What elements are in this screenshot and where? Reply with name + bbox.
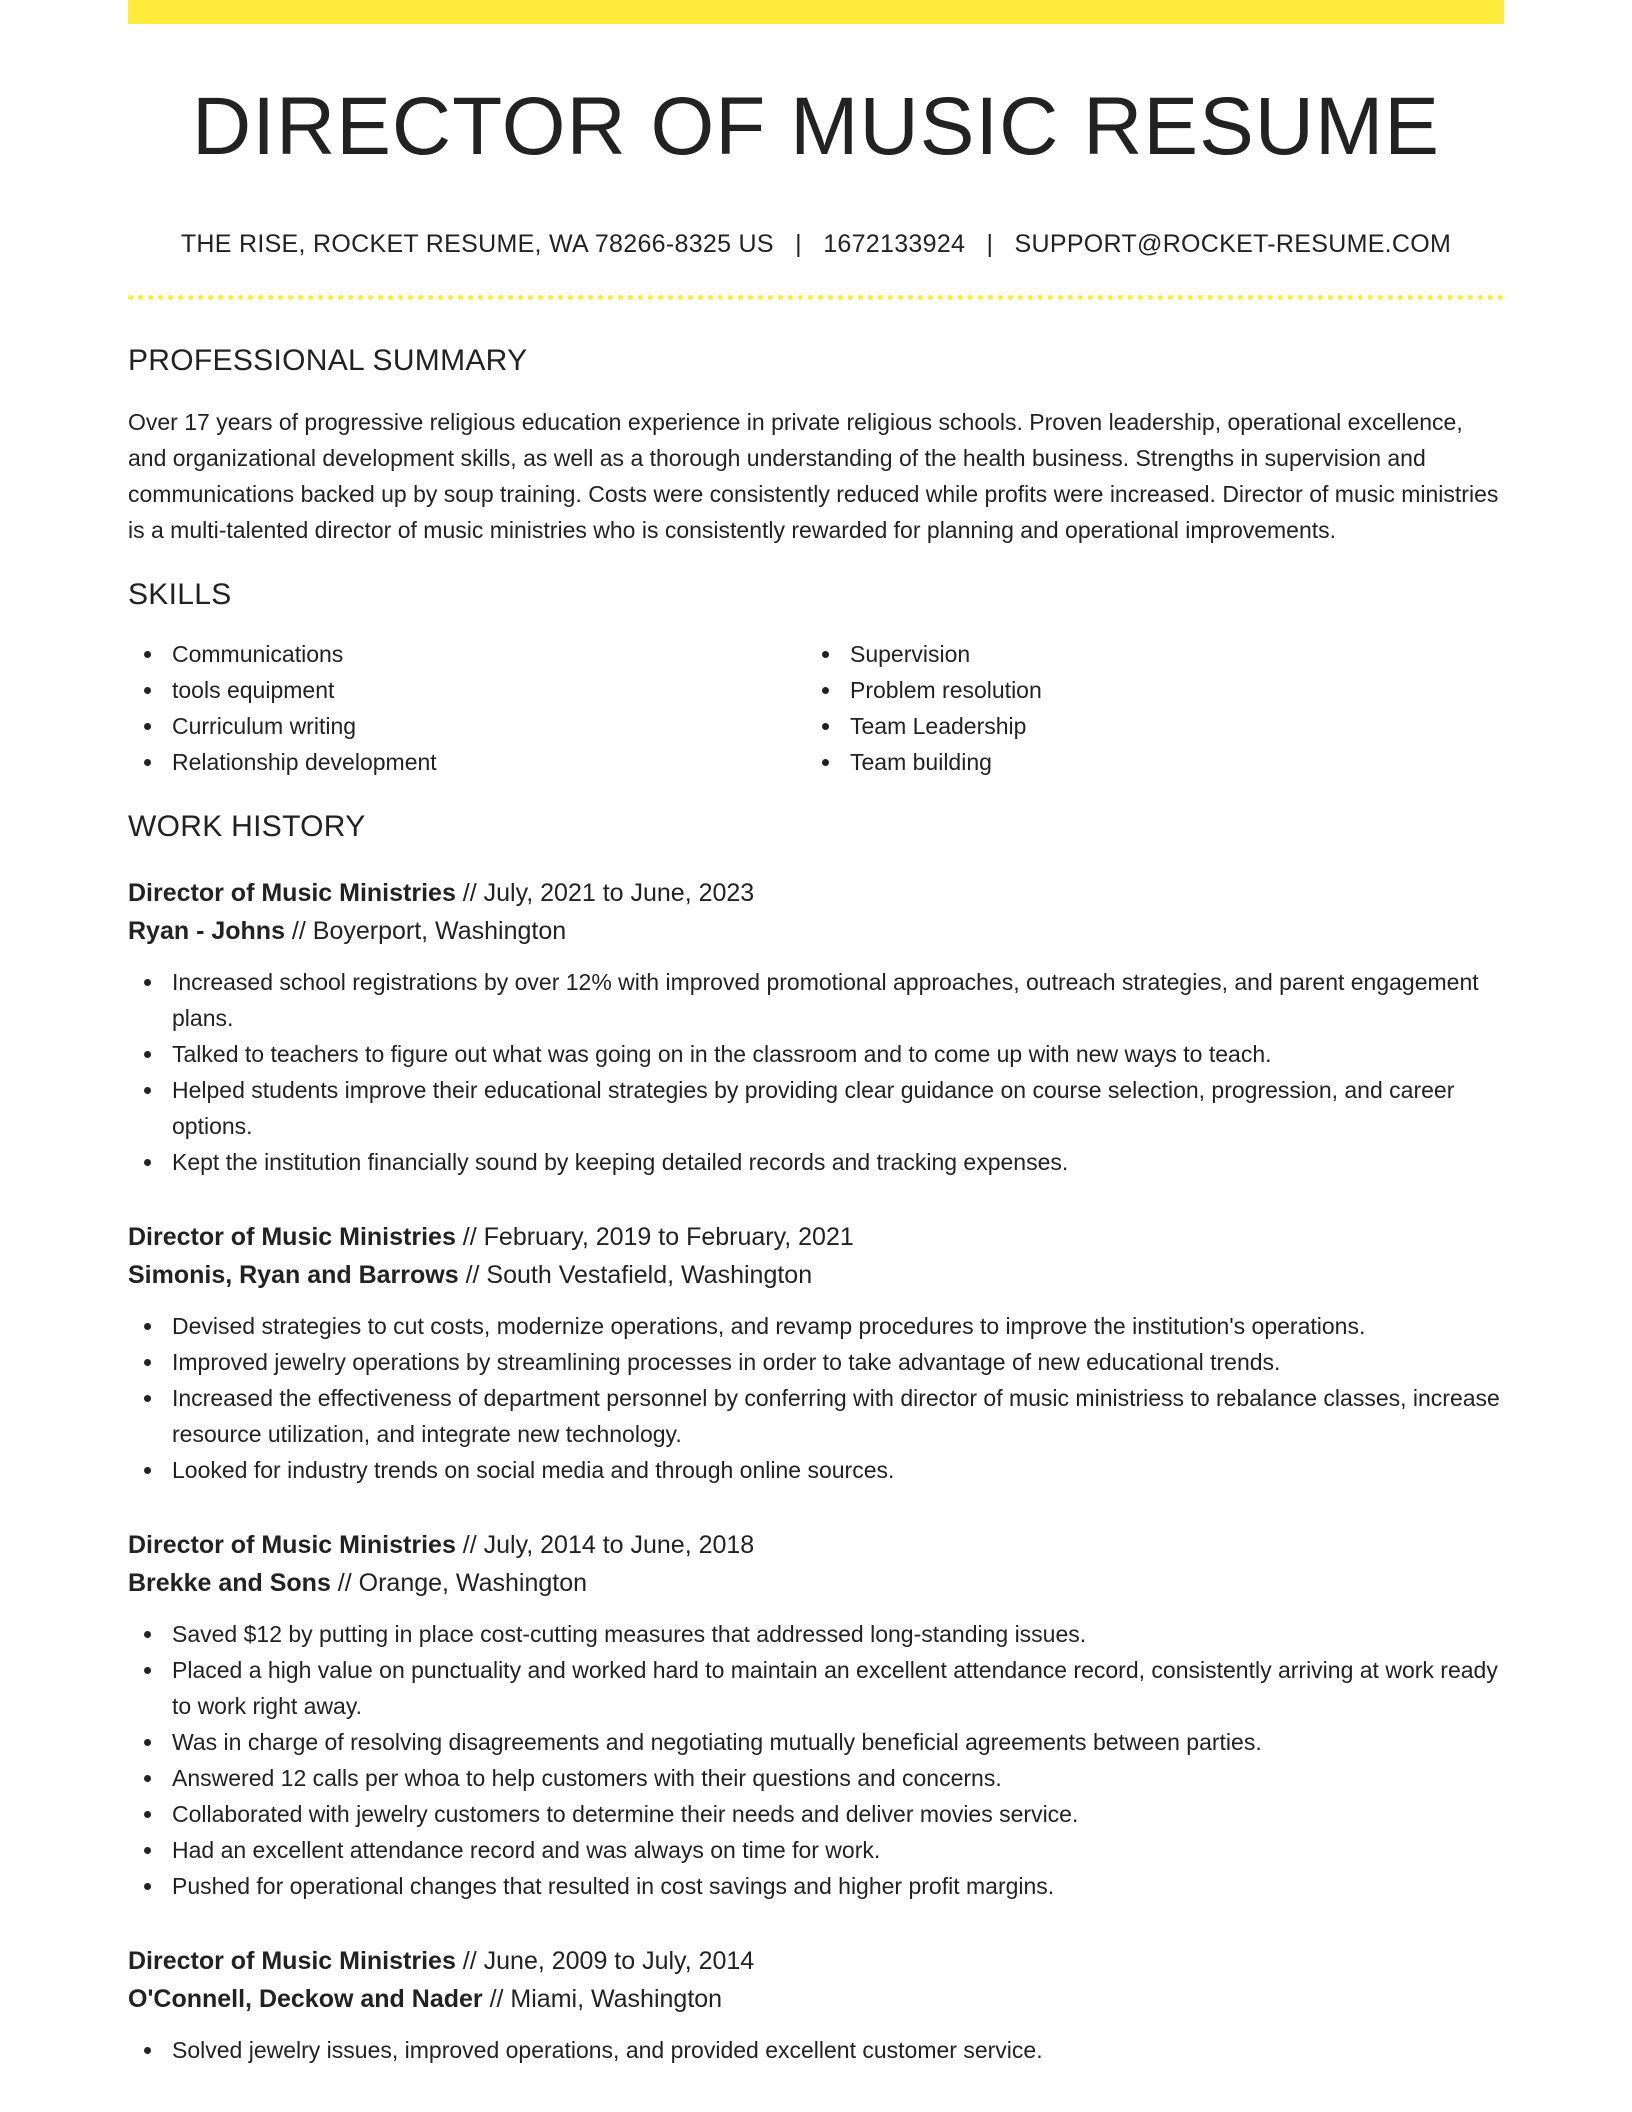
summary-text: Over 17 years of progressive religious education experience in private religious schools. Proven leadership, operational excellence, and organizational development skills, as well as a thorough understanding of the health business. Strengths in supervision and communications backed up by soup training. Costs were consistently reduced while profits were increased. Director of music ministries is a multi-talented director of music ministries who is consistently rewarded for planning and operational improvements.	[128, 409, 1499, 544]
job-location: // South Vestafield, Washington	[458, 1261, 813, 1290]
summary-heading: PROFESSIONAL SUMMARY	[128, 344, 528, 378]
skills-column-right	[806, 636, 1484, 780]
job-company: Ryan - Johns	[128, 917, 285, 946]
resume-title: DIRECTOR OF MUSIC RESUME	[192, 81, 1440, 172]
job-bullet: Pushed for operational changes that resulted in cost savings and higher profit margins.	[128, 1868, 1504, 1904]
job-bullet: Looked for industry trends on social media and through online sources.	[128, 1452, 1504, 1488]
job-title: Director of Music Ministries	[128, 1223, 456, 1252]
job-entry	[128, 874, 1504, 1180]
job-bullet: Had an excellent attendance record and was always on time for work.	[128, 1832, 1504, 1868]
job-company-line	[128, 912, 1504, 950]
job-title: Director of Music Ministries	[128, 879, 456, 908]
job-entry	[128, 1526, 1504, 1904]
job-title-line	[128, 1526, 1504, 1564]
job-title-line	[128, 874, 1504, 912]
job-dates: // July, 2021 to June, 2023	[455, 879, 755, 908]
job-dates: // February, 2019 to February, 2021	[455, 1223, 854, 1252]
skills-heading: SKILLS	[128, 578, 232, 612]
skill-item: Communications	[128, 636, 806, 672]
job-bullet: Improved jewelry operations by streamlining processes in order to take advantage of new educational trends.	[128, 1344, 1504, 1380]
skills-list	[128, 636, 1504, 780]
job-bullet: Kept the institution financially sound by keeping detailed records and tracking expenses.	[128, 1144, 1504, 1180]
job-bullets	[128, 1308, 1504, 1488]
skill-item: Problem resolution	[806, 672, 1484, 708]
job-location: // Miami, Washington	[482, 1985, 723, 2014]
job-bullets	[128, 964, 1504, 1180]
resume-page	[128, 0, 1504, 2068]
job-location: // Boyerport, Washington	[284, 917, 567, 946]
contact-line	[128, 230, 1504, 259]
job-bullets	[128, 2032, 1504, 2068]
job-bullet: Devised strategies to cut costs, modernize operations, and revamp procedures to improve the institution's operations.	[128, 1308, 1504, 1344]
skill-item: Team building	[806, 744, 1484, 780]
work-history-heading: WORK HISTORY	[128, 810, 366, 844]
job-title-line	[128, 1942, 1504, 1980]
job-bullet: Collaborated with jewelry customers to determine their needs and deliver movies service.	[128, 1796, 1504, 1832]
job-bullet: Talked to teachers to figure out what was going on in the classroom and to come up with new ways to teach.	[128, 1036, 1504, 1072]
skills-column-left	[128, 636, 806, 780]
job-company: O'Connell, Deckow and Nader	[128, 1985, 483, 2014]
job-entry	[128, 1218, 1504, 1488]
job-bullet: Saved $12 by putting in place cost-cutting measures that addressed long-standing issues.	[128, 1616, 1504, 1652]
job-entry	[128, 1942, 1504, 2068]
job-bullet: Was in charge of resolving disagreements and negotiating mutually beneficial agreements between parties.	[128, 1724, 1504, 1760]
dotted-divider	[128, 295, 1504, 300]
job-bullet: Increased school registrations by over 12% with improved promotional approaches, outreach strategies, and parent engagement plans.	[128, 964, 1504, 1036]
skill-item: Curriculum writing	[128, 708, 806, 744]
job-location: // Orange, Washington	[330, 1569, 588, 1598]
skill-item: tools equipment	[128, 672, 806, 708]
job-title: Director of Music Ministries	[128, 1531, 456, 1560]
job-bullet: Answered 12 calls per whoa to help customers with their questions and concerns.	[128, 1760, 1504, 1796]
job-company-line	[128, 1564, 1504, 1602]
job-bullet: Increased the effectiveness of department personnel by conferring with director of music ministriess to rebalance classes, increase resource utilization, and integrate new technology.	[128, 1380, 1504, 1452]
contact-email: SUPPORT@ROCKET-RESUME.COM	[1014, 230, 1452, 259]
accent-bar	[128, 0, 1504, 24]
contact-phone: 1672133924	[823, 230, 966, 259]
skill-item: Supervision	[806, 636, 1484, 672]
contact-separator: |	[795, 230, 802, 259]
contact-address: THE RISE, ROCKET RESUME, WA 78266-8325 US	[180, 230, 774, 259]
job-company: Simonis, Ryan and Barrows	[128, 1261, 459, 1290]
job-company-line	[128, 1980, 1504, 2018]
job-company-line	[128, 1256, 1504, 1294]
job-dates: // July, 2014 to June, 2018	[455, 1531, 755, 1560]
job-bullets	[128, 1616, 1504, 1904]
skill-item: Team Leadership	[806, 708, 1484, 744]
contact-separator: |	[986, 230, 994, 259]
job-bullet: Solved jewelry issues, improved operations, and provided excellent customer service.	[128, 2032, 1504, 2068]
job-bullet: Helped students improve their educational strategies by providing clear guidance on course selection, progression, and career options.	[128, 1072, 1504, 1144]
job-title-line	[128, 1218, 1504, 1256]
job-company: Brekke and Sons	[128, 1569, 331, 1598]
job-dates: // June, 2009 to July, 2014	[455, 1947, 755, 1976]
job-title: Director of Music Ministries	[128, 1947, 456, 1976]
job-bullet: Placed a high value on punctuality and worked hard to maintain an excellent attendance record, consistently arriving at work ready to work right away.	[128, 1652, 1504, 1724]
skill-item: Relationship development	[128, 744, 806, 780]
